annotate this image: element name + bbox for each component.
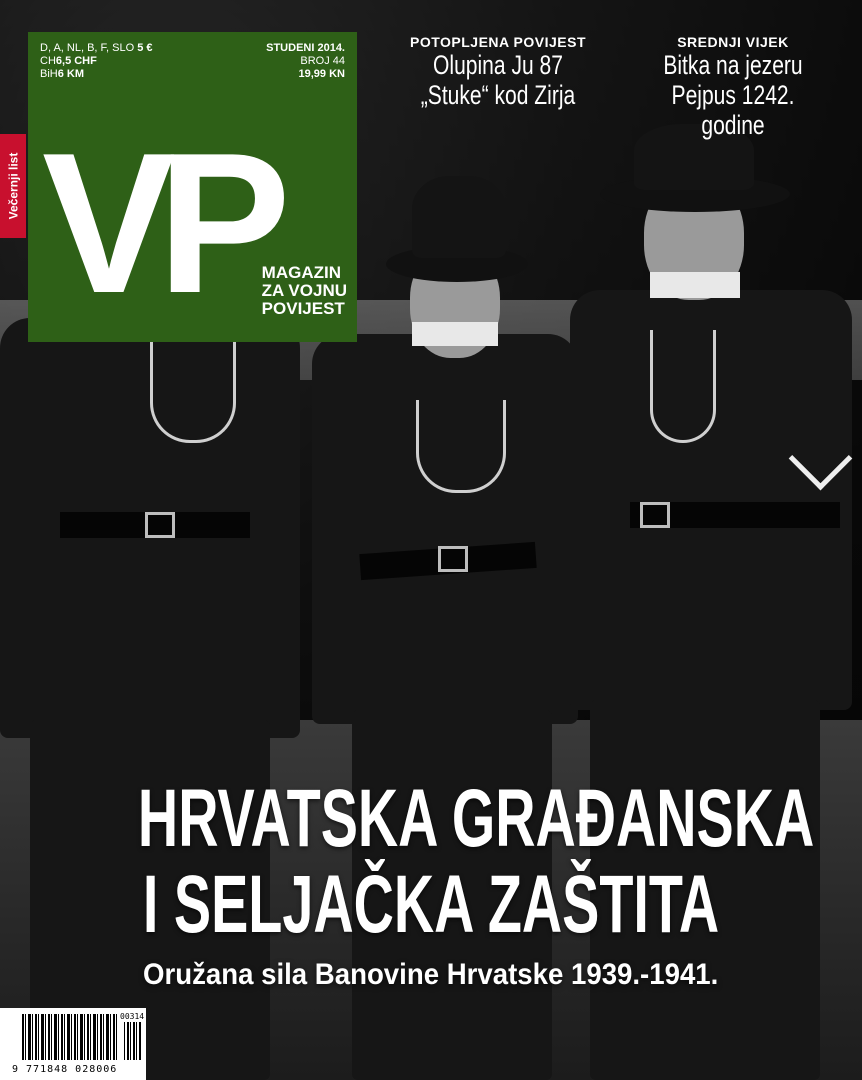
- teaser-title-line-2: „Stuke“ kod Zirja: [420, 80, 576, 110]
- headline-line-1: HRVATSKA GRAĐANSKA: [137, 773, 815, 864]
- cover-headline: [0, 773, 862, 950]
- subheadline-text: Oružana sila Banovine Hrvatske 1939.-1941.: [143, 958, 719, 991]
- teaser-shipwreck: [388, 34, 608, 110]
- teaser-kicker: SREDNJI VIJEK: [677, 34, 789, 50]
- barcode-addon-number: 00314: [120, 1012, 145, 1021]
- tagline-line-3: POVIJEST: [261, 299, 345, 318]
- barcode-addon-bars: [124, 1022, 142, 1060]
- price-value-bih: 6 KM: [57, 68, 85, 80]
- barcode-number: 9 771848 028006: [12, 1064, 118, 1075]
- issue-info: [266, 42, 345, 81]
- issue-date: STUDENI 2014.: [266, 42, 345, 54]
- barcode-bars: [22, 1014, 118, 1060]
- price-label-eu: D, A, NL, B, F, SLO: [40, 42, 135, 54]
- masthead-logo-block: [28, 32, 357, 342]
- issue-price: 19,99 KN: [298, 68, 345, 80]
- price-label-ch: CH: [40, 55, 56, 67]
- teaser-title-line-1: Olupina Ju 87: [433, 50, 563, 80]
- magazine-logo: VP: [42, 112, 273, 335]
- publisher-name: Večernji list: [6, 152, 21, 220]
- price-value-eu: 5 €: [137, 42, 153, 54]
- publisher-tab: [0, 134, 26, 238]
- magazine-tagline: [262, 264, 347, 318]
- cover-subheadline: [0, 958, 862, 992]
- issue-number: BROJ 44: [300, 55, 345, 67]
- teaser-medieval: [620, 34, 846, 140]
- teaser-title-line-2: Pejpus 1242. godine: [671, 80, 795, 140]
- teaser-kicker: POTOPLJENA POVIJEST: [410, 34, 586, 50]
- price-value-ch: 6,5 CHF: [55, 55, 97, 67]
- tagline-line-2: ZA VOJNU: [261, 281, 347, 300]
- tagline-line-1: MAGAZIN: [261, 263, 341, 282]
- barcode: [0, 1008, 146, 1080]
- headline-line-2: I SELJAČKA ZAŠTITA: [142, 859, 720, 950]
- price-label-bih: BiH: [40, 68, 58, 80]
- teaser-title-line-1: Bitka na jezeru: [663, 50, 803, 80]
- foreign-prices: [40, 42, 153, 81]
